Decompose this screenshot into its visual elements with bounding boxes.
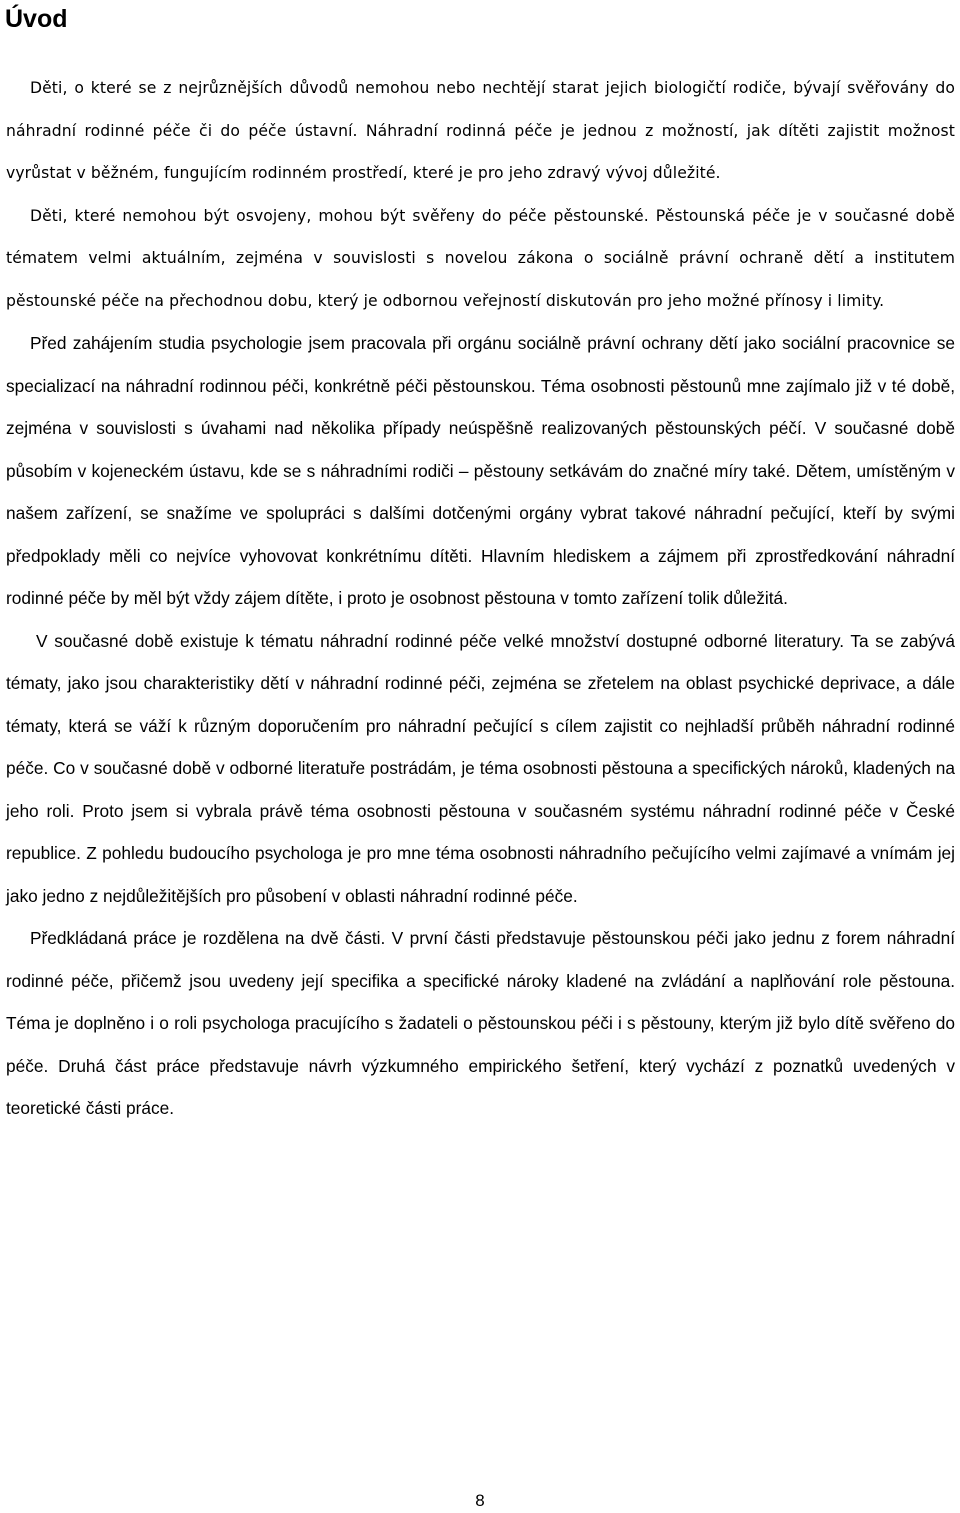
paragraph-1: Děti, o které se z nejrůznějších důvodů nemohou nebo nechtějí starat jejich biologičtí rodiče, bývají svěřovány do náhradní rodinné péče či do péče ústavní. Náhradní rodinná péče je jednou z možností, jak dítěti zajistit možnost vyrůstat v běžném, fungujícím rodinném prostředí, které je pro jeho zdravý vývoj důležité. <box>6 79 955 182</box>
paragraph-5: Předkládaná práce je rozdělena na dvě části. V první části představuje pěstounskou péči jako jednu z forem náhradní rodinné péče, přičemž jsou uvedeny její specifika a specifické nároky kladené na zvládání a naplňování role pěstouna. Téma je doplněno i o roli psychologa pracujícího s žadateli o pěstounskou péči i s pěstouny, kterým již bylo dítě svěřeno do péče. Druhá část práce představuje návrh výzkumného empirického šetření, který vychází z poznatků uvedených v teoretické části práce. <box>6 928 955 1118</box>
paragraph-2: Děti, které nemohou být osvojeny, mohou být svěřeny do péče pěstounské. Pěstounská péče je v současné době tématem velmi aktuálním, zejména v souvislosti s novelou zákona o sociálně právní ochraně dětí a institutem pěstounské péče na přechodnou dobu, který je odbornou veřejností diskutován pro jeho možné přínosy i limity. <box>6 206 955 310</box>
paragraph-3: Před zahájením studia psychologie jsem pracovala při orgánu sociálně právní ochrany dětí jako sociální pracovnice se specializací na náhradní rodinnou péči, konkrétně péči pěstounskou. Téma osobnosti pěstounů mne zajímalo již v té době, zejména v souvislosti s úvahami nad několika případy neúspěšně realizovaných pěstounských péčí. V současné době působím v kojeneckém ústavu, kde se s náhradními rodiči – pěstouny setkávám do značné míry také. Dětem, umístěným v našem zařízení, se snažíme ve spolupráci s dalšími dotčenými orgány vybrat takové náhradní pečující, kteří by svými předpoklady měli co nejvíce vyhovovat konkrétnímu dítěti. Hlavním hlediskem a zájmem při zprostředkování náhradní rodinné péče by měl být vždy zájem dítěte, i proto je osobnost pěstouna v tomto zařízení tolik důležitá. <box>6 333 955 608</box>
body-text <box>6 67 955 1130</box>
page-number: 8 <box>475 1491 485 1510</box>
section-heading: Úvod <box>5 5 68 33</box>
paragraph-4: V současné době existuje k tématu náhradní rodinné péče velké množství dostupné odborné literatury. Ta se zabývá tématy, jako jsou charakteristiky dětí v náhradní rodinné péči, zejména se zřetelem na oblast psychické deprivace, a dále tématy, která se váží k různým doporučením pro náhradní pečující s cílem zajistit co nejhladší průběh náhradní rodinné péče. Co v současné době v odborné literatuře postrádám, je téma osobnosti pěstouna a specifických nároků, kladených na jeho roli. Proto jsem si vybrala právě téma osobnosti pěstouna v současném systému náhradní rodinné péče v České republice. Z pohledu budoucího psychologa je pro mne téma osobnosti náhradního pečujícího velmi zajímavé a vnímám jej jako jedno z nejdůležitějších pro působení v oblasti náhradní rodinné péče. <box>6 630 955 906</box>
